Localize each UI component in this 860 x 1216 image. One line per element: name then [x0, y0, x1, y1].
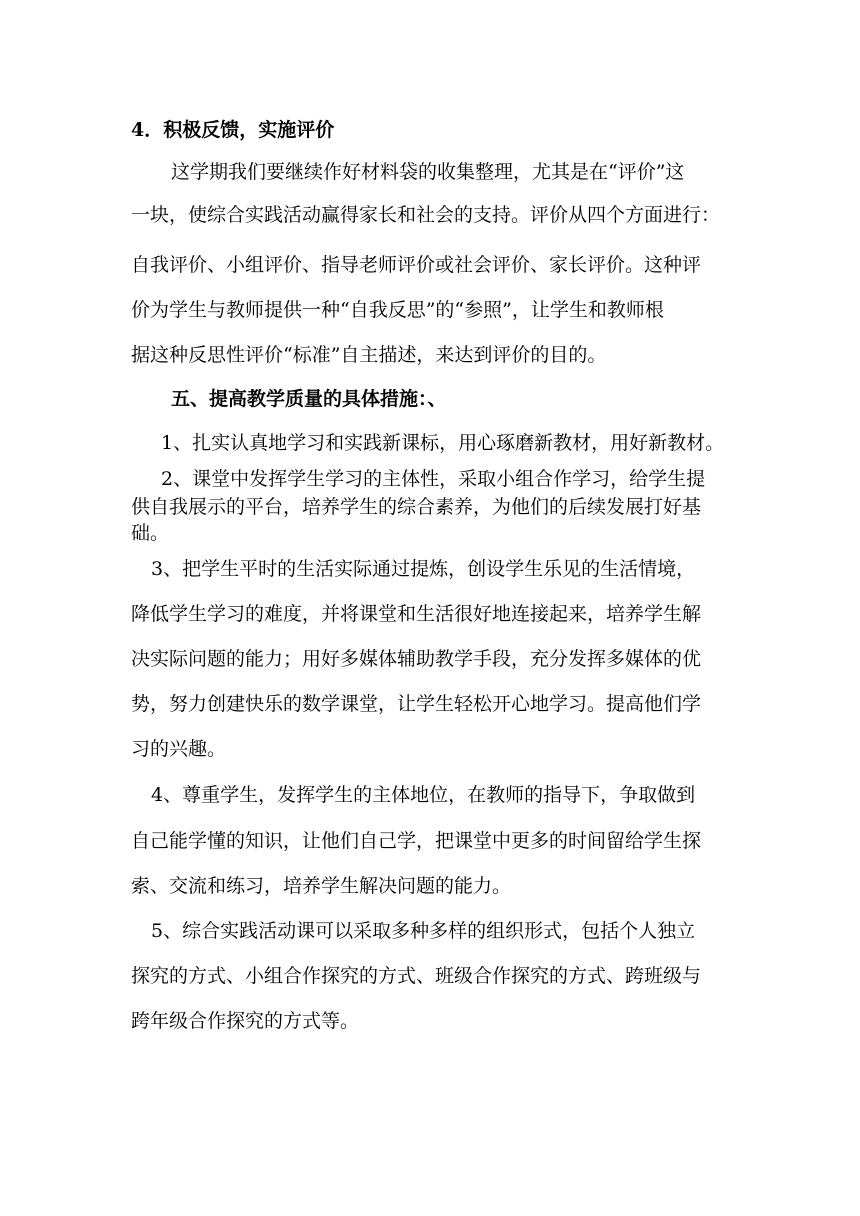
- measure-3-line: 习的兴趣。: [131, 738, 227, 760]
- measure-1-line: 1、扎实认真地学习和实践新课标，用心琢磨新教材，用好新教材。: [161, 432, 725, 454]
- measure-3-line: 决实际问题的能力；用好多媒体辅助教学手段，充分发挥多媒体的优: [131, 648, 702, 670]
- measure-2-line: 供自我展示的平台，培养学生的综合素养，为他们的后续发展打好基: [131, 496, 702, 518]
- section-4-line: 一块，使综合实践活动赢得家长和社会的支持。评价从四个方面进行：: [131, 204, 721, 226]
- measure-5-line: 5、综合实践活动课可以采取多种多样的组织形式，包括个人独立: [151, 920, 696, 942]
- section-4-line: 价为学生与教师提供一种“自我反思”的“参照”，让学生和教师根: [131, 299, 664, 321]
- measure-3-line: 降低学生学习的难度，并将课堂和生活很好地连接起来，培养学生解: [131, 603, 702, 625]
- measure-4-line: 4、尊重学生，发挥学生的主体地位，在教师的指导下，争取做到: [151, 784, 696, 806]
- measure-2-line: 2、课堂中发挥学生学习的主体性，采取小组合作学习，给学生提: [161, 468, 706, 490]
- measure-4-line: 索、交流和练习，培养学生解决问题的能力。: [131, 875, 512, 897]
- section-4-line: 据这种反思性评价“标准”自主描述，来达到评价的目的。: [131, 344, 607, 366]
- measure-2-line: 础。: [131, 522, 170, 544]
- measure-5-line: 探究的方式、小组合作探究的方式、班级合作探究的方式、跨班级与: [131, 965, 702, 987]
- measure-3-line: 3、把学生平时的生活实际通过提炼，创设学生乐见的生活情境，: [151, 558, 696, 580]
- section-5-heading: 五、提高教学质量的具体措施：、: [171, 388, 447, 410]
- measure-4-line: 自己能学懂的知识，让他们自己学，把课堂中更多的时间留给学生探: [131, 830, 702, 852]
- measure-5-line: 跨年级合作探究的方式等。: [131, 1010, 360, 1032]
- section-4-heading: 4．积极反馈，实施评价: [131, 119, 335, 141]
- section-4-line: 这学期我们要继续作好材料袋的收集整理，尤其是在“评价”这: [171, 161, 685, 183]
- measure-3-line: 势，努力创建快乐的数学课堂，让学生轻松开心地学习。提高他们学: [131, 693, 702, 715]
- section-4-line: 自我评价、小组评价、指导老师评价或社会评价、家长评价。这种评: [131, 254, 702, 276]
